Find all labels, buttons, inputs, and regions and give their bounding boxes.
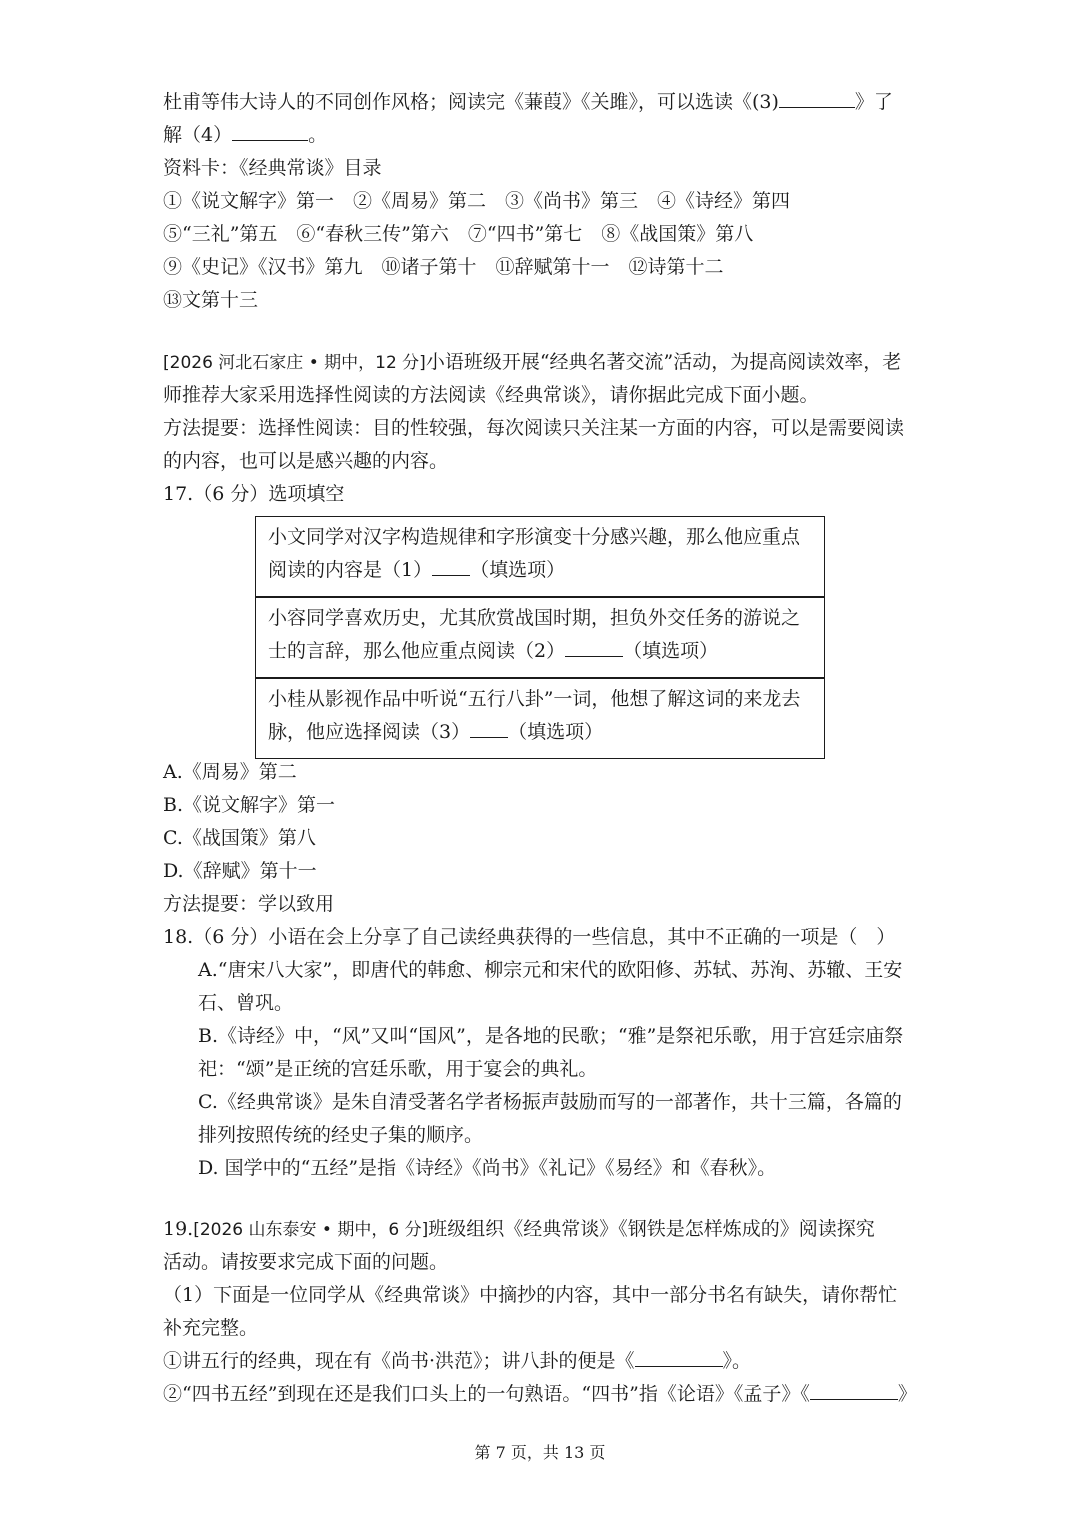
table-cell — [256, 597, 824, 678]
fill-item-2 — [163, 1382, 917, 1406]
cell-text: 阅读的内容是（1） — [268, 559, 433, 581]
method-tip: 方法提要：学以致用 — [163, 893, 335, 915]
cell-text: 小容同学喜欢历史，尤其欣赏战国时期，担负外交任务的游说之 — [268, 607, 801, 629]
toc-row: ①《说文解字》第一 ②《周易》第二 ③《尚书》第三 ④《诗经》第四 — [163, 190, 791, 212]
intro-line-2 — [163, 123, 327, 147]
answer-blank[interactable] — [565, 639, 623, 657]
table-cell — [256, 517, 824, 597]
intro-text: 。 — [308, 124, 328, 146]
option-c[interactable]: C.《经典常谈》是朱自清受著名学者杨振声鼓励而写的一部著作，共十三篇，各篇的 — [198, 1091, 902, 1113]
cell-text: 小桂从影视作品中听说“五行八卦”一词，他想了解这词的来龙去 — [268, 688, 801, 710]
fill-item-1 — [163, 1349, 751, 1373]
table-cell — [256, 678, 824, 758]
stem-text: 班级组织《经典常谈》《钢铁是怎样炼成的》阅读探究 — [428, 1218, 875, 1240]
method-tip-line: 的内容，也可以是感兴趣的内容。 — [163, 450, 449, 472]
cell-text: （填选项） — [508, 721, 604, 743]
option-d[interactable]: D.《辞赋》第十一 — [163, 860, 317, 882]
toc-row: ⑬文第十三 — [163, 289, 259, 311]
item-text: ②“四书五经”到现在还是我们口头上的一句熟语。“四书”指《论语》《孟子》《 — [163, 1383, 810, 1405]
cell-text — [268, 558, 565, 582]
question-group-intro-line: 师推荐大家采用选择性阅读的方法阅读《经典常谈》，请你据此完成下面小题。 — [163, 384, 819, 406]
cell-text: 脉，他应选择阅读（3） — [268, 721, 471, 743]
cell-text — [268, 720, 603, 744]
option-b-continued[interactable]: 祀：“颂”是正统的宫廷乐歌，用于宴会的典礼。 — [198, 1058, 598, 1080]
cell-text: 士的言辞，那么他应重点阅读（2） — [268, 640, 566, 662]
question-17-heading: 17.（6 分）选项填空 — [163, 483, 345, 505]
option-a-continued[interactable]: 石、曾巩。 — [198, 992, 294, 1014]
sub-question-1-line: 补充完整。 — [163, 1317, 259, 1339]
resource-card-title: 资料卡：《经典常谈》目录 — [163, 157, 382, 179]
option-c[interactable]: C.《战国策》第八 — [163, 827, 316, 849]
intro-text: 解（4） — [163, 124, 233, 146]
intro-text: 》了 — [854, 91, 893, 113]
answer-blank[interactable] — [635, 1349, 723, 1367]
option-d[interactable]: D. 国学中的“五经”是指《诗经》《尚书》《礼记》《易经》和《春秋》。 — [198, 1157, 777, 1179]
intro-text: 小语班级开展“经典名著交流”活动，为提高阅读效率，老 — [425, 351, 902, 373]
option-b[interactable]: B.《诗经》中，“风”又叫“国风”，是各地的民歌；“雅”是祭祀乐歌，用于宫廷宗庙祭 — [198, 1025, 904, 1047]
question-18-stem: 18.（6 分）小语在会上分享了自己读经典获得的一些信息，其中不正确的一项是（ ） — [163, 926, 896, 948]
answer-blank[interactable] — [810, 1382, 898, 1400]
page-footer: 第 7 页，共 13 页 — [474, 1443, 606, 1462]
option-c-continued[interactable]: 排列按照传统的经史子集的顺序。 — [198, 1124, 484, 1146]
question-group-intro — [163, 350, 901, 375]
cell-text: 小文同学对汉字构造规律和字形演变十分感兴趣，那么他应重点 — [268, 526, 801, 548]
method-tip: 方法提要：选择性阅读：目的性较强，每次阅读只关注某一方面的内容，可以是需要阅读 — [163, 417, 905, 439]
question-19-stem-line: 活动。请按要求完成下面的问题。 — [163, 1251, 449, 1273]
item-text: 》。 — [722, 1350, 752, 1372]
cell-text: （填选项） — [623, 640, 719, 662]
intro-line-1 — [163, 90, 893, 114]
answer-blank[interactable] — [432, 558, 470, 576]
cell-text: （填选项） — [470, 559, 566, 581]
option-b[interactable]: B.《说文解字》第一 — [163, 794, 336, 816]
toc-row: ⑤“三礼”第五 ⑥“春秋三传”第六 ⑦“四书”第七 ⑧《战国策》第八 — [163, 223, 754, 245]
option-a[interactable]: A.“唐宋八大家”，即唐代的韩愈、柳宗元和宋代的欧阳修、苏轼、苏洵、苏辙、王安 — [198, 959, 903, 981]
question-17-table — [255, 516, 825, 759]
question-number: 19. — [163, 1218, 194, 1240]
sub-question-1: （1）下面是一位同学从《经典常谈》中摘抄的内容，其中一部分书名有缺失，请你帮忙 — [163, 1284, 898, 1306]
answer-blank[interactable] — [779, 90, 855, 108]
option-a[interactable]: A.《周易》第二 — [163, 761, 297, 783]
answer-blank[interactable] — [470, 720, 508, 738]
source-tag: [2026 河北石家庄 • 期中，12 分] — [163, 353, 426, 373]
item-text: 》 — [897, 1383, 917, 1405]
source-tag: [2026 山东泰安 • 期中，6 分] — [193, 1220, 429, 1240]
question-19-stem — [163, 1217, 875, 1242]
intro-text: 杜甫等伟大诗人的不同创作风格；阅读完《蒹葭》《关雎》，可以选读《(3) — [163, 91, 779, 113]
answer-blank[interactable] — [232, 123, 308, 141]
cell-text — [268, 639, 718, 663]
toc-row: ⑨《史记》《汉书》第九 ⑩诸子第十 ⑪辞赋第十一 ⑫诗第十二 — [163, 256, 724, 278]
item-text: ①讲五行的经典，现在有《尚书·洪范》；讲八卦的便是《 — [163, 1350, 635, 1372]
